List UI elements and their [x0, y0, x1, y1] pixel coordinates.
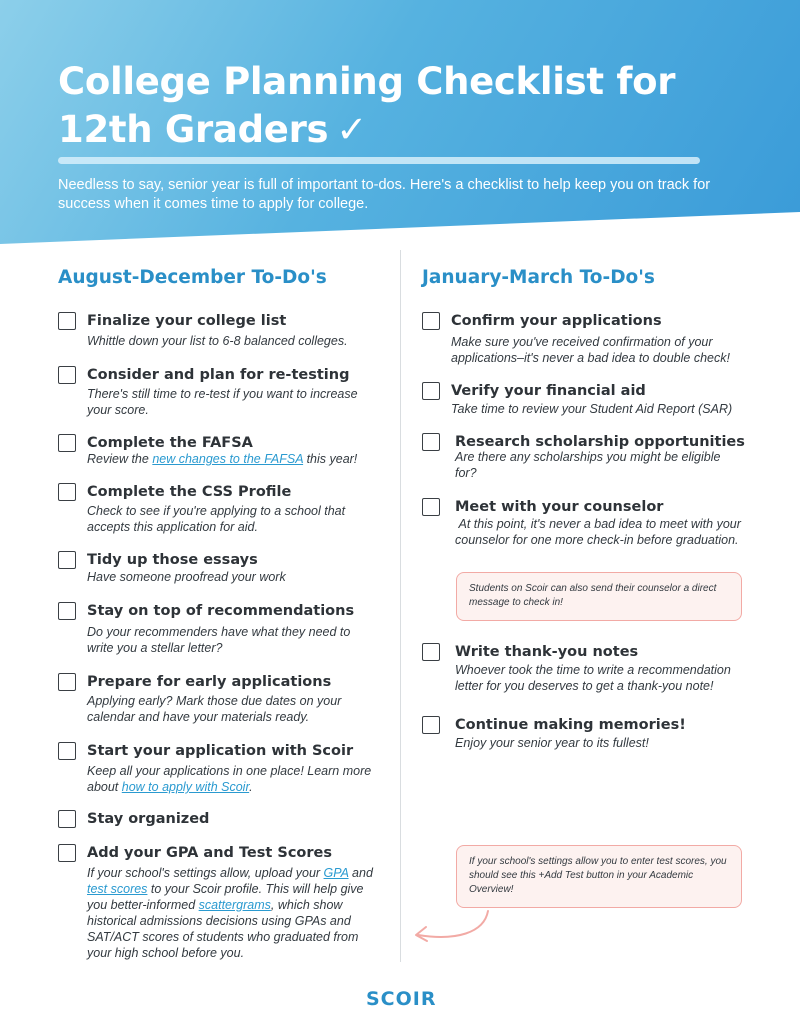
item-title: Consider and plan for re-testing [87, 367, 350, 383]
item-description: Check to see if you're applying to a school that accepts this application for aid. [87, 504, 346, 534]
column-divider [400, 250, 401, 962]
item-description: There's still time to re-test if you want to increase your score. [87, 387, 358, 417]
item-description: Make sure you've received confirmation of your applications–it's never a bad idea to double check! [451, 335, 730, 365]
gpa-link[interactable]: GPA [323, 866, 349, 880]
item-title: Add your GPA and Test Scores [87, 845, 332, 861]
description-text: Review the [87, 452, 153, 466]
header-divider [58, 157, 700, 164]
item-description: Whoever took the time to write a recommendation letter for you deserves to get a thank-you note! [455, 663, 731, 693]
description-text: and [348, 866, 373, 880]
checkbox[interactable] [422, 643, 440, 661]
checkbox[interactable] [58, 673, 76, 691]
item-description: Take time to review your Student Aid Report (SAR) [451, 402, 733, 416]
test-scores-tip-note: If your school's settings allow you to enter test scores, you should see this +Add Test button in your Academic Overview! [456, 845, 742, 908]
checkbox[interactable] [58, 810, 76, 828]
description-text: Keep all your applications in one place! Learn more about [87, 764, 372, 794]
checkbox[interactable] [58, 742, 76, 760]
item-title: Prepare for early applications [87, 674, 332, 690]
item-description [87, 451, 377, 467]
item-title: Stay organized [87, 811, 210, 827]
item-title: Complete the FAFSA [87, 435, 253, 451]
checkbox[interactable] [422, 498, 440, 516]
checkbox[interactable] [58, 844, 76, 862]
intro-text: Needless to say, senior year is full of important to-dos. Here's a checklist to help keep you on track for success when it comes time to apply for college. [58, 177, 711, 212]
checkbox[interactable] [58, 483, 76, 501]
description-text: . [249, 780, 253, 794]
page-title [58, 58, 758, 154]
item-description: Are there any scholarships you might be eligible for? [455, 450, 721, 480]
checkbox[interactable] [58, 551, 76, 569]
item-title: Write thank-you notes [455, 644, 639, 660]
item-title: Stay on top of recommendations [87, 603, 355, 619]
test-scores-link[interactable]: test scores [87, 882, 148, 896]
fafsa-changes-link[interactable]: new changes to the FAFSA [152, 452, 304, 466]
curved-arrow-icon [410, 905, 500, 955]
item-description [87, 865, 377, 961]
checkbox[interactable] [58, 434, 76, 452]
title-line-2: 12th Graders [58, 108, 329, 151]
item-title: Complete the CSS Profile [87, 484, 292, 500]
checkbox[interactable] [58, 312, 76, 330]
checkbox[interactable] [422, 382, 440, 400]
item-title: Finalize your college list [87, 313, 287, 329]
checkbox[interactable] [422, 433, 440, 451]
item-title: Research scholarship opportunities [455, 434, 745, 450]
item-description: Applying early? Mark those due dates on your calendar and have your materials ready. [87, 694, 342, 724]
right-column-heading: January-March To-Do's [422, 267, 655, 288]
item-description: Whittle down your list to 6-8 balanced colleges. [87, 334, 348, 348]
description-text: , which show historical admissions decisions using GPAs and SAT/ACT scores of students who graduated from your high school before you. [87, 898, 359, 960]
description-text: If your school's settings allow, upload your [87, 866, 324, 880]
item-description: Do your recommenders have what they need to write you a stellar letter? [87, 625, 351, 655]
item-description [87, 763, 377, 795]
scattergrams-link[interactable]: scattergrams [198, 898, 271, 912]
title-line-1: College Planning Checklist for [58, 60, 676, 103]
item-title: Meet with your counselor [455, 499, 664, 515]
checkbox[interactable] [58, 602, 76, 620]
item-title: Confirm your applications [451, 313, 662, 329]
item-title: Start your application with Scoir [87, 743, 354, 759]
scoir-logo: SCOIR [366, 988, 437, 1010]
item-description: At this point, it's never a bad idea to meet with your counselor for one more check-in before graduation. [455, 517, 745, 547]
checkbox[interactable] [422, 716, 440, 734]
apply-with-scoir-link[interactable]: how to apply with Scoir [121, 780, 250, 794]
check-icon: ✓ [336, 108, 367, 151]
item-title: Verify your financial aid [451, 383, 646, 399]
description-text: to your Scoir profile. This will help give you better-informed [87, 882, 364, 912]
checkbox[interactable] [58, 366, 76, 384]
checkbox[interactable] [422, 312, 440, 330]
description-text: this year! [303, 452, 358, 466]
item-title: Continue making memories! [455, 717, 686, 733]
item-description: Enjoy your senior year to its fullest! [455, 736, 649, 750]
left-column-heading: August-December To-Do's [58, 267, 327, 288]
item-description: Have someone proofread your work [87, 570, 286, 584]
counselor-tip-note: Students on Scoir can also send their counselor a direct message to check in! [456, 572, 742, 621]
item-title: Tidy up those essays [87, 552, 258, 568]
